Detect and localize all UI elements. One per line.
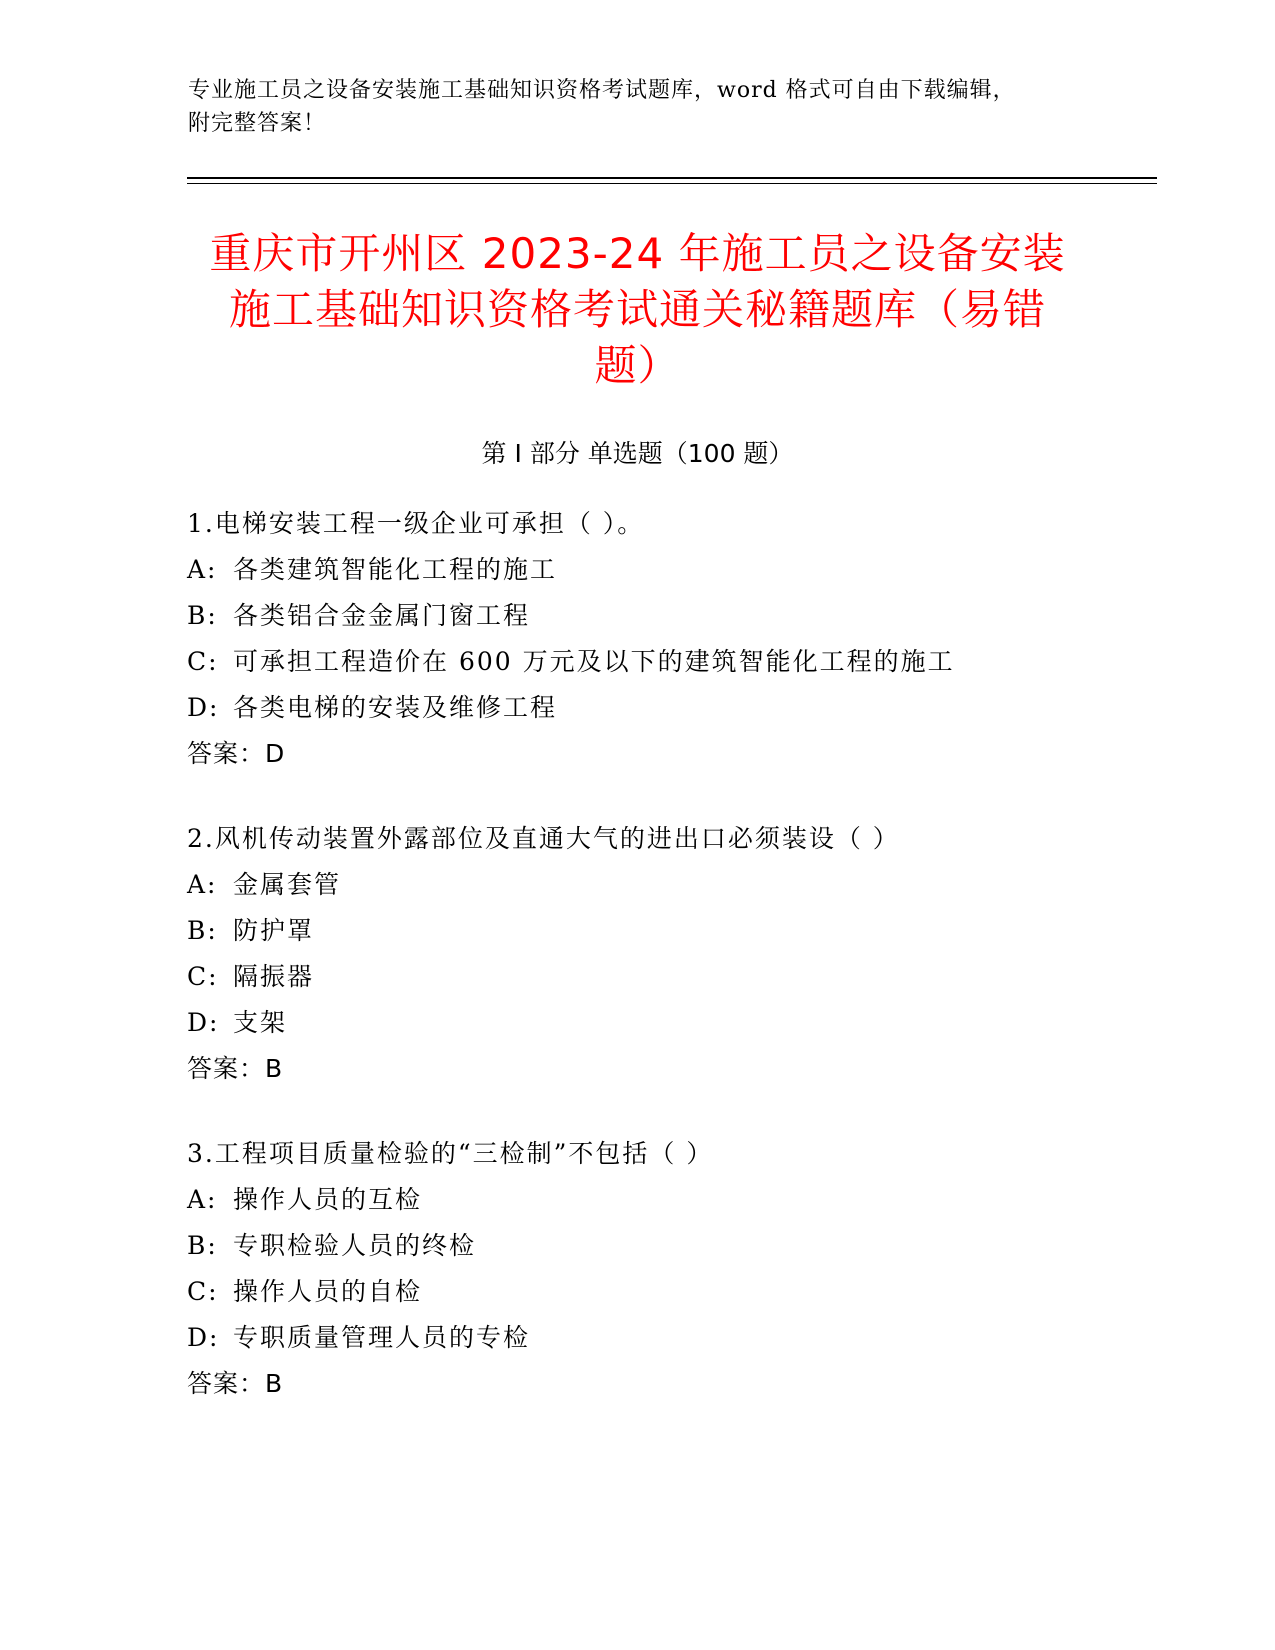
answer-line: 答案：B <box>187 1369 284 1398</box>
option-a <box>187 862 1087 908</box>
option-letter: A: <box>187 870 218 899</box>
section-heading: 第 I 部分 单选题（100 题） <box>481 439 794 468</box>
header-note <box>188 74 1088 140</box>
title-line: 重庆市开州区 2023-24 年施工员之设备安装 <box>209 229 1066 278</box>
answer-line: 答案：B <box>187 1054 284 1083</box>
title-line: 施工基础知识资格考试通关秘籍题库（易错 <box>228 285 1046 334</box>
option-d <box>187 1315 1087 1361</box>
option-text: 支架 <box>233 1008 288 1037</box>
header-note-line: 附完整答案！ <box>188 111 327 136</box>
option-text: 操作人员的互检 <box>233 1185 423 1214</box>
option-letter: C: <box>187 1277 219 1306</box>
header-divider-thin <box>187 183 1157 184</box>
question-stem: 1.电梯安装工程一级企业可承担（ ）。 <box>187 509 645 538</box>
question-stem: 3.工程项目质量检验的“三检制”不包括（ ） <box>187 1139 714 1168</box>
option-letter: D: <box>187 1008 220 1037</box>
option-letter: B: <box>187 1231 218 1260</box>
option-a <box>187 547 1087 593</box>
option-text: 各类铝合金金属门窗工程 <box>233 601 531 630</box>
option-text: 防护罩 <box>233 916 315 945</box>
option-c <box>187 954 1087 1000</box>
option-text: 专职质量管理人员的专检 <box>233 1323 531 1352</box>
option-d <box>187 685 1087 731</box>
option-letter: D: <box>187 693 220 722</box>
header-note-line: 专业施工员之设备安装施工基础知识资格考试题库，word 格式可自由下载编辑， <box>188 78 1016 103</box>
question-stem: 2.风机传动装置外露部位及直通大气的进出口必须装设（ ） <box>187 824 900 853</box>
option-text: 隔振器 <box>233 962 315 991</box>
option-letter: B: <box>187 601 218 630</box>
option-letter: A: <box>187 555 218 584</box>
header-divider-thick <box>187 177 1157 179</box>
option-d <box>187 1000 1087 1046</box>
question-block <box>187 1131 1087 1407</box>
option-letter: C: <box>187 647 219 676</box>
option-c <box>187 1269 1087 1315</box>
option-b <box>187 1223 1087 1269</box>
answer-line: 答案：D <box>187 739 286 768</box>
option-text: 专职检验人员的终检 <box>233 1231 477 1260</box>
question-block <box>187 816 1087 1092</box>
option-letter: D: <box>187 1323 220 1352</box>
document-title <box>180 226 1095 394</box>
option-text: 操作人员的自检 <box>233 1277 423 1306</box>
option-letter: C: <box>187 962 219 991</box>
option-b <box>187 593 1087 639</box>
option-b <box>187 908 1087 954</box>
option-a <box>187 1177 1087 1223</box>
question-block <box>187 501 1087 777</box>
title-line: 题） <box>594 341 681 390</box>
option-text: 可承担工程造价在 600 万元及以下的建筑智能化工程的施工 <box>233 647 955 676</box>
option-text: 各类电梯的安装及维修工程 <box>233 693 558 722</box>
option-text: 各类建筑智能化工程的施工 <box>233 555 558 584</box>
option-text: 金属套管 <box>233 870 342 899</box>
option-letter: A: <box>187 1185 218 1214</box>
option-c <box>187 639 1087 685</box>
option-letter: B: <box>187 916 218 945</box>
